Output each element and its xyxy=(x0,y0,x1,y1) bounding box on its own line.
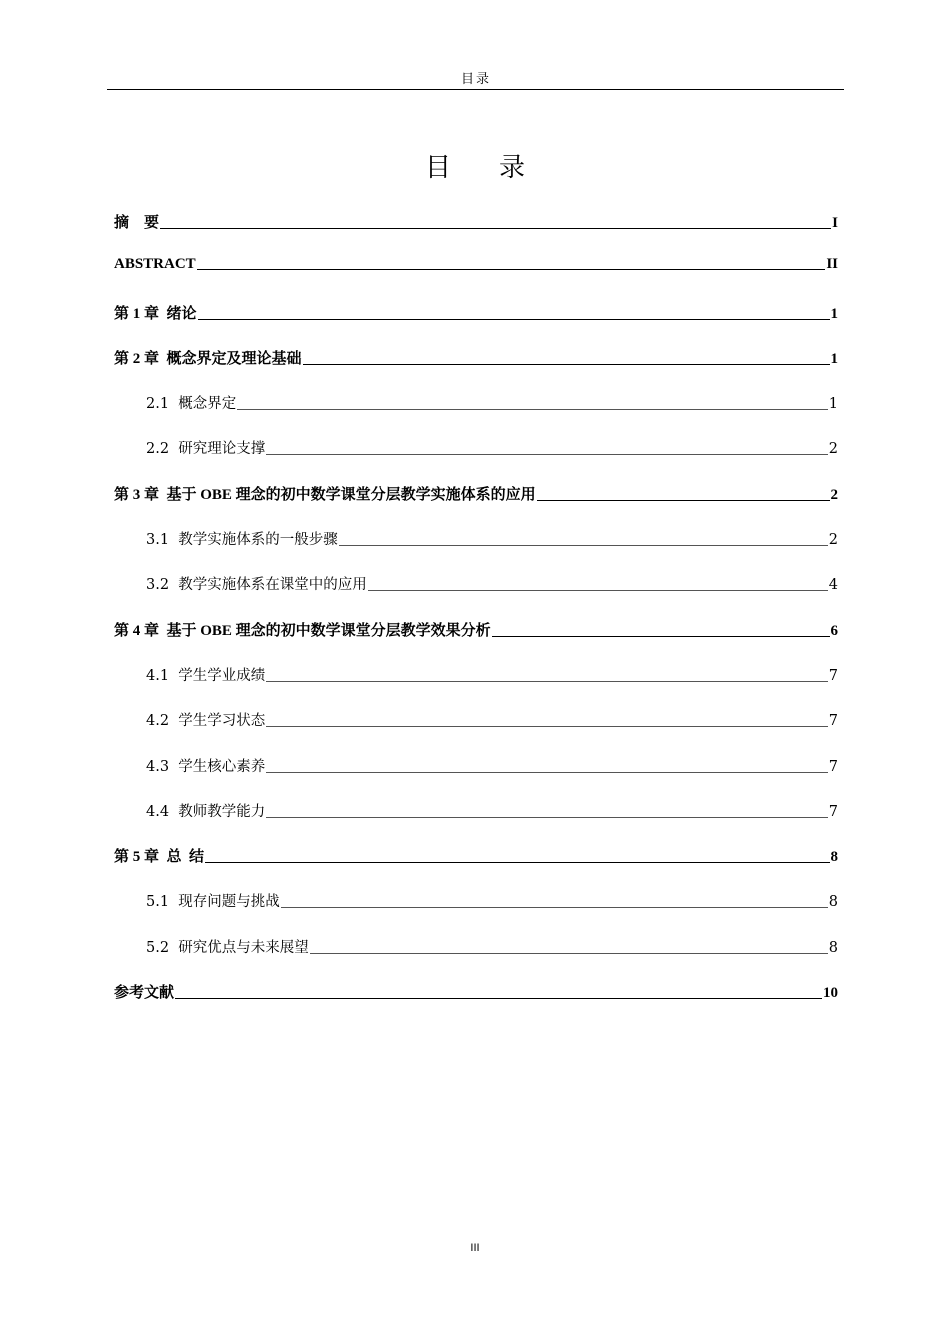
toc-leader-line xyxy=(198,319,830,320)
toc-leader-line xyxy=(281,907,828,908)
toc-entry[interactable] xyxy=(114,936,838,981)
header-rule xyxy=(107,89,844,90)
toc-entry-page: 2 xyxy=(828,441,838,458)
toc-entry-label: 第 2 章 概念界定及理论基础 xyxy=(114,350,302,367)
toc-entry[interactable] xyxy=(114,483,838,528)
toc-entry-page: 8 xyxy=(828,939,838,956)
toc-leader-line xyxy=(237,409,827,410)
toc-entry-page: 2 xyxy=(830,486,838,503)
toc-entry-page: 2 xyxy=(828,532,838,549)
running-header: 目录 xyxy=(460,72,491,87)
toc-entry-page: 1 xyxy=(830,305,838,322)
toc-entry-label: 4.2 学生学习状态 xyxy=(146,713,266,730)
toc-leader-line xyxy=(175,998,822,999)
toc-entry-label: 第 1 章 绪论 xyxy=(114,305,197,322)
toc-entry-label: ABSTRACT xyxy=(114,256,196,273)
toc-leader-line xyxy=(266,772,827,773)
toc-entry[interactable] xyxy=(114,890,838,935)
toc-entry[interactable] xyxy=(114,755,838,800)
toc-entry[interactable] xyxy=(114,347,838,392)
toc-entry-label: 4.4 教师教学能力 xyxy=(146,803,266,820)
toc-leader-line xyxy=(492,636,830,637)
toc-entry[interactable] xyxy=(114,528,838,573)
toc-leader-line xyxy=(266,817,827,818)
toc-entry-label: 2.2 研究理论支撑 xyxy=(146,441,266,458)
toc-entry[interactable] xyxy=(114,392,838,437)
toc-entry[interactable] xyxy=(114,573,838,618)
toc-entry-page: II xyxy=(826,256,838,273)
toc-entry[interactable] xyxy=(114,800,838,845)
toc-entry[interactable] xyxy=(114,211,838,256)
toc-entry-label: 摘 要 xyxy=(114,215,160,231)
toc-entry-page: 7 xyxy=(828,667,838,684)
toc-title-left: 目 xyxy=(424,153,451,183)
toc-leader-line xyxy=(197,269,826,270)
toc-entry-page: 1 xyxy=(830,350,838,367)
toc-entry-page: 8 xyxy=(828,894,838,911)
toc-entry-label: 2.1 概念界定 xyxy=(146,396,237,413)
toc-entry[interactable] xyxy=(114,845,838,890)
toc-leader-line xyxy=(303,364,830,365)
toc-title xyxy=(0,147,950,184)
toc-leader-line xyxy=(368,590,828,591)
toc-leader-line xyxy=(266,681,827,682)
toc-entry-label: 3.1 教学实施体系的一般步骤 xyxy=(146,532,338,549)
toc-entry-label: 第 4 章 基于 OBE 理念的初中数学课堂分层教学效果分析 xyxy=(114,622,491,639)
toc-entry-page: 6 xyxy=(830,622,838,639)
toc-entry-label: 3.2 教学实施体系在课堂中的应用 xyxy=(146,577,367,594)
toc-entry-page: 7 xyxy=(828,713,838,730)
page-number: III xyxy=(470,1242,480,1254)
toc-entry-page: 10 xyxy=(823,985,838,1002)
toc-entry[interactable] xyxy=(114,619,838,664)
toc-title-right: 录 xyxy=(499,153,526,183)
toc-entry-page: 4 xyxy=(828,577,838,594)
toc-entry[interactable] xyxy=(114,664,838,709)
toc-leader-line xyxy=(160,228,831,229)
toc-leader-line xyxy=(310,953,828,954)
toc-entry[interactable] xyxy=(114,256,838,301)
toc-entry-page: 7 xyxy=(828,758,838,775)
toc-entry-label: 参考文献 xyxy=(114,985,175,1002)
toc-leader-line xyxy=(537,500,830,501)
toc-entry[interactable] xyxy=(114,302,838,347)
toc-entry[interactable] xyxy=(114,981,838,1026)
toc-entry-label: 5.1 现存问题与挑战 xyxy=(146,894,280,911)
toc-entry-label: 5.2 研究优点与未来展望 xyxy=(146,939,309,956)
toc-entry-label: 4.1 学生学业成绩 xyxy=(146,667,266,684)
toc-entry-label: 第 3 章 基于 OBE 理念的初中数学课堂分层教学实施体系的应用 xyxy=(114,486,536,503)
toc-entry[interactable] xyxy=(114,437,838,482)
table-of-contents xyxy=(114,211,838,1026)
toc-leader-line xyxy=(266,454,827,455)
toc-entry-page: 7 xyxy=(828,803,838,820)
toc-entry-label: 4.3 学生核心素养 xyxy=(146,758,266,775)
toc-leader-line xyxy=(266,726,827,727)
toc-entry-page: 1 xyxy=(828,396,838,413)
toc-entry-page: I xyxy=(832,215,838,231)
toc-entry[interactable] xyxy=(114,709,838,754)
toc-entry-page: 8 xyxy=(830,849,838,866)
toc-entry-label: 第 5 章 总 结 xyxy=(114,849,205,866)
toc-leader-line xyxy=(339,545,828,546)
toc-leader-line xyxy=(205,862,829,863)
